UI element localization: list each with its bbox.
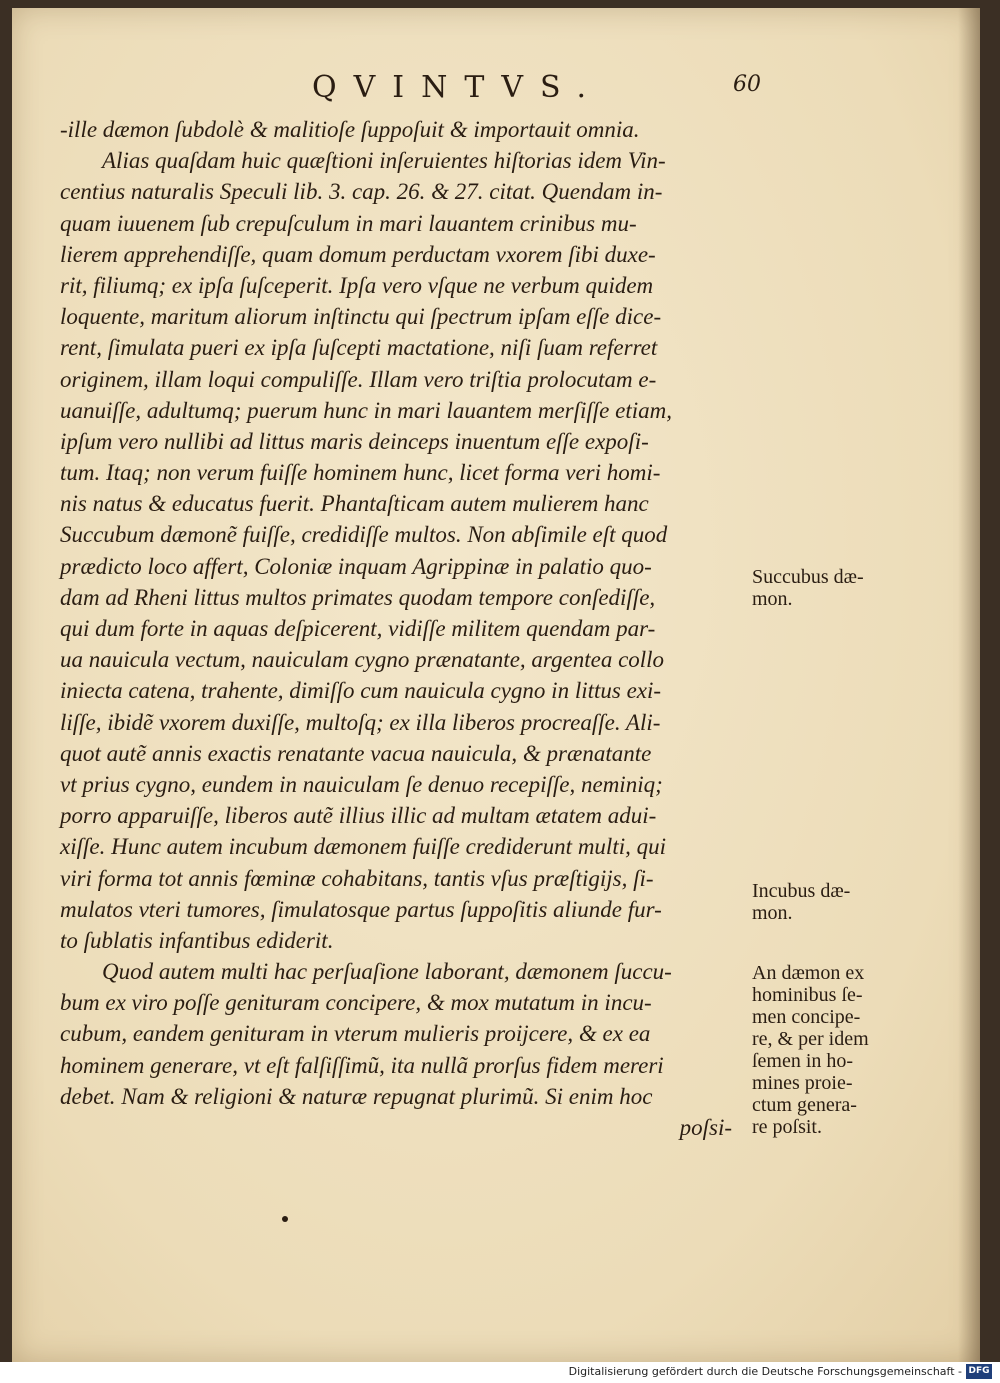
- text-line: viri forma tot annis fœminæ cohabitans, tantis vſus præſtigijs, ſi-: [60, 865, 654, 891]
- footer-bar: [0, 1362, 1000, 1383]
- text-line: loquente, maritum aliorum inſtinctu qui ſpectrum ipſam eſſe dice-: [60, 304, 662, 330]
- text-line: ua nauicula vectum, nauiculam cygno prænatante, argentea collo: [60, 647, 665, 673]
- text-line: mulatos vteri tumores, ſimulatosque partus ſuppoſitis aliunde fur-: [60, 896, 662, 922]
- note-line: mon.: [752, 902, 793, 924]
- note-line: ctum genera-: [752, 1094, 857, 1116]
- text-line: xiſſe. Hunc autem incubum dæmonem fuiſſe crediderunt multi, qui: [60, 834, 666, 860]
- note-line: re, & per idem: [752, 1028, 869, 1050]
- text-line: rent, ſimulata pueri ex ipſa ſuſcepti mactatione, niſi ſuam referret: [60, 335, 658, 361]
- note-line: Succubus dæ-: [752, 566, 864, 588]
- marginal-note-succubus: [752, 566, 864, 610]
- text-line: Quod autem multi hac perſuaſione laborant, dæmonem ſuccu-: [102, 959, 672, 985]
- note-line: men concipe-: [752, 1006, 861, 1028]
- text-line: tum. Itaq; non verum fuiſſe hominem hunc, licet forma veri homi-: [60, 460, 661, 486]
- text-line: qui dum forte in aquas deſpicerent, vidiſſe militem quendam par-: [60, 616, 656, 641]
- funding-notice: Digitalisierung gefördert durch die Deutsche Forschungsgemeinschaft -: [568, 1365, 962, 1378]
- text-line: bum ex viro poſſe genituram concipere, & mox mutatum in incu-: [60, 990, 652, 1016]
- text-line: hominem generare, vt eſt falſiſſimũ, ita nullã prorſus fidem mereri: [60, 1052, 664, 1078]
- note-line: mon.: [752, 588, 793, 610]
- ink-spot: [282, 1216, 288, 1222]
- text-line: uanuiſſe, adultumq; puerum hunc in mari lauantem merſiſſe etiam,: [60, 397, 672, 423]
- text-line: prædicto loco affert, Coloniæ inquam Agrippinæ in palatio quo-: [60, 553, 652, 579]
- text-line: centius naturalis Speculi lib. 3. cap. 26. & 27. citat. Quendam in-: [60, 179, 663, 205]
- note-line: ſemen in ho-: [752, 1050, 854, 1072]
- page-edge-shadow: [958, 8, 980, 1362]
- note-line: An dæmon ex: [752, 962, 865, 984]
- text-line: Succubum dæmonẽ fuiſſe, credidiſſe multos. Non abſimile eſt quod: [60, 522, 668, 548]
- text-line: cubum, eandem genituram in vterum mulieris proijcere, & ex ea: [60, 1021, 651, 1047]
- text-line: originem, illam loqui compuliſſe. Illam vero triſtia prolocutam e-: [60, 366, 657, 392]
- text-line: quam iuuenem ſub crepuſculum in mari lauantem crinibus mu-: [60, 210, 637, 236]
- folio-number: 60: [733, 72, 761, 97]
- text-line: vt prius cygno, eundem in nauiculam ſe denuo recepiſſe, neminiq;: [60, 771, 663, 797]
- note-line: hominibus ſe-: [752, 984, 863, 1006]
- text-line: -ille dæmon ſubdolè & malitioſe ſuppoſuit & importauit omnia.: [60, 117, 640, 142]
- text-line: porro apparuiſſe, liberos autẽ illius illic ad multam ætatem adui-: [60, 803, 657, 829]
- text-line: to ſublatis infantibus ediderit.: [60, 927, 334, 953]
- note-line: re poſsit.: [752, 1116, 822, 1138]
- dfg-logo: DFG: [966, 1364, 992, 1379]
- text-line: quot autẽ annis exactis renatante vacua nauicula, & prænatante: [60, 740, 652, 766]
- text-line: lierem apprehendiſſe, quam domum perductam vxorem ſibi duxe-: [60, 241, 656, 267]
- catchword: poſsi-: [679, 1115, 732, 1140]
- text-line: dam ad Rheni littus multos primates quodam tempore conſediſſe,: [60, 584, 656, 610]
- main-text-block: [60, 114, 760, 1143]
- text-line: liſſe, ibidẽ vxorem duxiſſe, multoſq; ex illa liberos procreaſſe. Ali-: [60, 709, 661, 735]
- text-line: nis natus & educatus fuerit. Phantaſticam autem mulierem hanc: [60, 491, 649, 517]
- text-line: iniecta catena, trahente, dimiſſo cum nauicula cygno in littus exi-: [60, 678, 662, 704]
- text-line: ipſum vero nullibi ad littus maris deinceps inuentum eſſe expoſi-: [60, 428, 649, 454]
- note-line: mines proie-: [752, 1072, 853, 1094]
- text-line: rit, filiumq; ex ipſa ſuſceperit. Ipſa vero vſque ne verbum quidem: [60, 272, 654, 298]
- text-line: debet. Nam & religioni & naturæ repugnat plurimũ. Si enim hoc: [60, 1083, 653, 1109]
- note-line: Incubus dæ-: [752, 880, 851, 902]
- running-head: QVINTVS.: [312, 70, 604, 105]
- marginal-note-question: [752, 962, 869, 1138]
- text-line: Alias quaſdam huic quæſtioni inſeruientes hiſtorias idem Vin-: [102, 148, 666, 174]
- marginal-note-incubus: [752, 880, 850, 924]
